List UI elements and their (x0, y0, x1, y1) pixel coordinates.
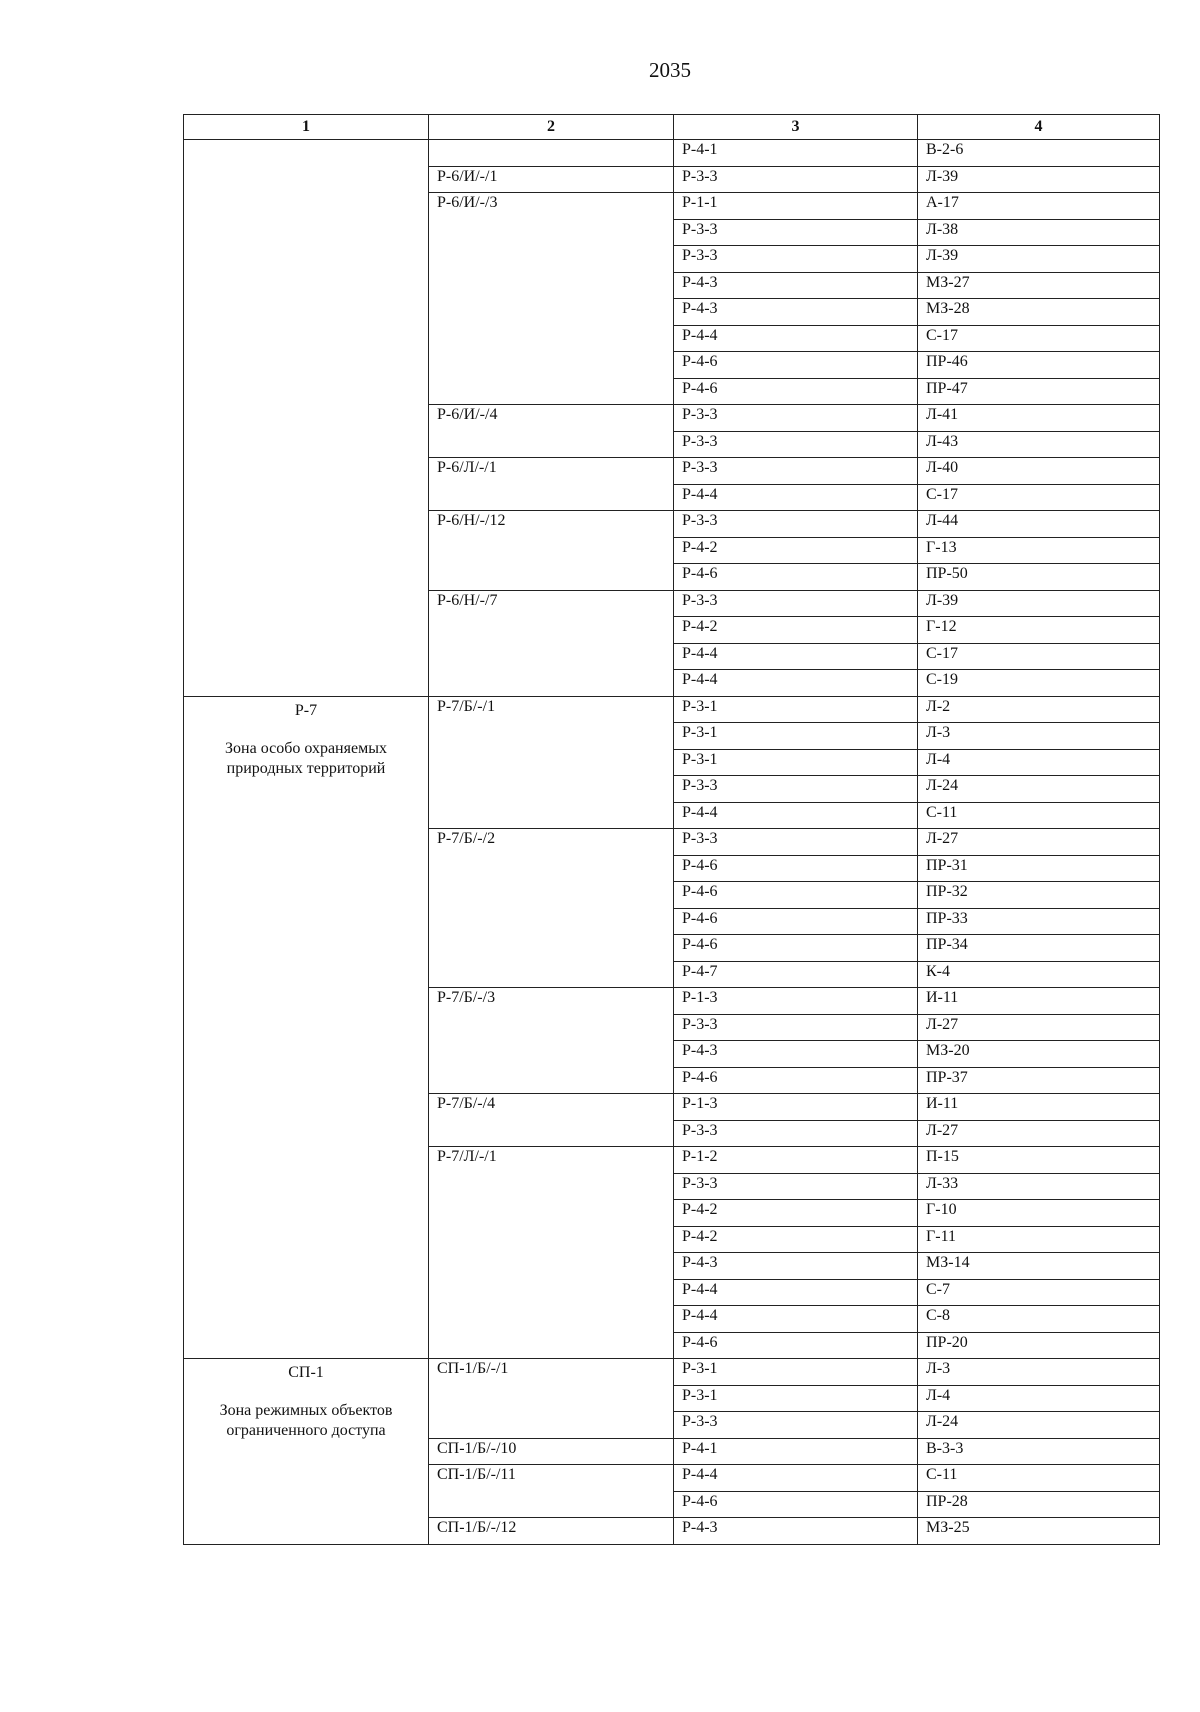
page-number: 2035 (649, 58, 691, 82)
object-code: И-11 (918, 988, 1160, 1015)
object-code: ПР-28 (918, 1491, 1160, 1518)
type-code: Р-4-4 (674, 670, 918, 697)
table-row (184, 1359, 1160, 1386)
type-code: Р-4-3 (674, 272, 918, 299)
object-code: П-15 (918, 1147, 1160, 1174)
type-code: Р-3-3 (674, 1120, 918, 1147)
type-code: Р-4-6 (674, 1491, 918, 1518)
zone-description: Зона режимных объектов ограниченного доступа (219, 1402, 393, 1439)
object-code: ПР-46 (918, 352, 1160, 379)
type-code: Р-1-1 (674, 193, 918, 220)
object-code: Л-4 (918, 1385, 1160, 1412)
subzone-code: Р-6/И/-/3 (429, 193, 674, 405)
object-code: Л-2 (918, 696, 1160, 723)
object-code: МЗ-28 (918, 299, 1160, 326)
object-code: Л-27 (918, 1120, 1160, 1147)
type-code: Р-4-6 (674, 378, 918, 405)
object-code: С-17 (918, 484, 1160, 511)
type-code: Р-4-3 (674, 299, 918, 326)
object-code: А-17 (918, 193, 1160, 220)
type-code: Р-4-4 (674, 802, 918, 829)
type-code: Р-3-3 (674, 590, 918, 617)
zone-description: Зона особо охраняемых природных территорий (225, 739, 387, 777)
zones-table (183, 114, 1160, 1545)
object-code: В-3-3 (918, 1438, 1160, 1465)
object-code: МЗ-25 (918, 1518, 1160, 1545)
object-code: Г-13 (918, 537, 1160, 564)
type-code: Р-3-3 (674, 246, 918, 273)
type-code: Р-4-6 (674, 1332, 918, 1359)
type-code: Р-4-6 (674, 882, 918, 909)
object-code: Л-27 (918, 1014, 1160, 1041)
type-code: Р-4-4 (674, 484, 918, 511)
type-code: Р-4-6 (674, 935, 918, 962)
type-code: Р-4-2 (674, 1226, 918, 1253)
type-code: Р-1-3 (674, 988, 918, 1015)
type-code: Р-1-3 (674, 1094, 918, 1121)
object-code: С-8 (918, 1306, 1160, 1333)
object-code: Л-39 (918, 590, 1160, 617)
table-row (184, 140, 1160, 167)
type-code: Р-1-2 (674, 1147, 918, 1174)
subzone-code: Р-7/Б/-/3 (429, 988, 674, 1094)
type-code: Р-3-1 (674, 1359, 918, 1386)
subzone-code: Р-6/Н/-/12 (429, 511, 674, 591)
type-code: Р-4-6 (674, 908, 918, 935)
type-code: Р-3-3 (674, 219, 918, 246)
type-code: Р-4-3 (674, 1253, 918, 1280)
object-code: С-17 (918, 325, 1160, 352)
subzone-code: Р-6/И/-/1 (429, 166, 674, 193)
object-code: ПР-47 (918, 378, 1160, 405)
object-code: Г-12 (918, 617, 1160, 644)
object-code: Г-10 (918, 1200, 1160, 1227)
type-code: Р-3-3 (674, 776, 918, 803)
subzone-code: Р-7/Б/-/2 (429, 829, 674, 988)
object-code: С-11 (918, 1465, 1160, 1492)
object-code: Л-33 (918, 1173, 1160, 1200)
type-code: Р-3-3 (674, 431, 918, 458)
subzone-code: СП-1/Б/-/12 (429, 1518, 674, 1545)
object-code: Л-24 (918, 1412, 1160, 1439)
object-code: Л-44 (918, 511, 1160, 538)
type-code: Р-4-7 (674, 961, 918, 988)
type-code: Р-3-3 (674, 1173, 918, 1200)
type-code: Р-3-1 (674, 696, 918, 723)
type-code: Р-3-3 (674, 1014, 918, 1041)
type-code: Р-3-3 (674, 511, 918, 538)
header-col-1: 1 (184, 115, 429, 140)
subzone-code: Р-7/Б/-/1 (429, 696, 674, 829)
type-code: Р-4-6 (674, 564, 918, 591)
object-code: ПР-31 (918, 855, 1160, 882)
type-code: Р-4-3 (674, 1041, 918, 1068)
object-code: В-2-6 (918, 140, 1160, 167)
object-code: Г-11 (918, 1226, 1160, 1253)
object-code: ПР-20 (918, 1332, 1160, 1359)
object-code: ПР-33 (918, 908, 1160, 935)
header-col-2: 2 (429, 115, 674, 140)
zone-cell (184, 1359, 429, 1545)
zone-code: Р-7 (294, 701, 318, 719)
object-code: МЗ-20 (918, 1041, 1160, 1068)
zone-cell (184, 696, 429, 1359)
type-code: Р-3-3 (674, 829, 918, 856)
type-code: Р-4-6 (674, 1067, 918, 1094)
type-code: Р-4-1 (674, 1438, 918, 1465)
object-code: Л-3 (918, 1359, 1160, 1386)
type-code: Р-4-4 (674, 643, 918, 670)
type-code: Р-4-4 (674, 325, 918, 352)
type-code: Р-4-6 (674, 855, 918, 882)
subzone-code: СП-1/Б/-/10 (429, 1438, 674, 1465)
subzone-code (429, 140, 674, 167)
object-code: К-4 (918, 961, 1160, 988)
object-code: Л-39 (918, 246, 1160, 273)
zone-code: СП-1 (288, 1364, 324, 1381)
subzone-code: Р-6/Л/-/1 (429, 458, 674, 511)
object-code: Л-3 (918, 723, 1160, 750)
object-code: Л-39 (918, 166, 1160, 193)
type-code: Р-4-2 (674, 537, 918, 564)
type-code: Р-3-1 (674, 1385, 918, 1412)
object-code: С-19 (918, 670, 1160, 697)
object-code: Л-4 (918, 749, 1160, 776)
subzone-code: Р-7/Л/-/1 (429, 1147, 674, 1359)
object-code: ПР-50 (918, 564, 1160, 591)
object-code: ПР-37 (918, 1067, 1160, 1094)
object-code: Л-40 (918, 458, 1160, 485)
object-code: Л-38 (918, 219, 1160, 246)
subzone-code: Р-7/Б/-/4 (429, 1094, 674, 1147)
type-code: Р-4-4 (674, 1279, 918, 1306)
type-code: Р-4-2 (674, 1200, 918, 1227)
object-code: МЗ-14 (918, 1253, 1160, 1280)
object-code: ПР-34 (918, 935, 1160, 962)
subzone-code: СП-1/Б/-/11 (429, 1465, 674, 1518)
object-code: Л-41 (918, 405, 1160, 432)
type-code: Р-4-3 (674, 1518, 918, 1545)
object-code: ПР-32 (918, 882, 1160, 909)
object-code: МЗ-27 (918, 272, 1160, 299)
type-code: Р-4-4 (674, 1306, 918, 1333)
object-code: И-11 (918, 1094, 1160, 1121)
object-code: Л-43 (918, 431, 1160, 458)
type-code: Р-4-2 (674, 617, 918, 644)
table-body (184, 140, 1160, 1545)
type-code: Р-3-1 (674, 723, 918, 750)
type-code: Р-4-4 (674, 1465, 918, 1492)
object-code: С-17 (918, 643, 1160, 670)
type-code: Р-3-3 (674, 1412, 918, 1439)
type-code: Р-4-6 (674, 352, 918, 379)
subzone-code: Р-6/Н/-/7 (429, 590, 674, 696)
header-col-4: 4 (918, 115, 1160, 140)
type-code: Р-3-3 (674, 458, 918, 485)
object-code: С-7 (918, 1279, 1160, 1306)
table-row (184, 696, 1160, 723)
object-code: Л-24 (918, 776, 1160, 803)
type-code: Р-3-3 (674, 405, 918, 432)
header-col-3: 3 (674, 115, 918, 140)
object-code: Л-27 (918, 829, 1160, 856)
type-code: Р-3-3 (674, 166, 918, 193)
subzone-code: Р-6/И/-/4 (429, 405, 674, 458)
subzone-code: СП-1/Б/-/1 (429, 1359, 674, 1439)
zone-cell (184, 140, 429, 697)
object-code: С-11 (918, 802, 1160, 829)
type-code: Р-4-1 (674, 140, 918, 167)
type-code: Р-3-1 (674, 749, 918, 776)
header-row (184, 115, 1160, 140)
